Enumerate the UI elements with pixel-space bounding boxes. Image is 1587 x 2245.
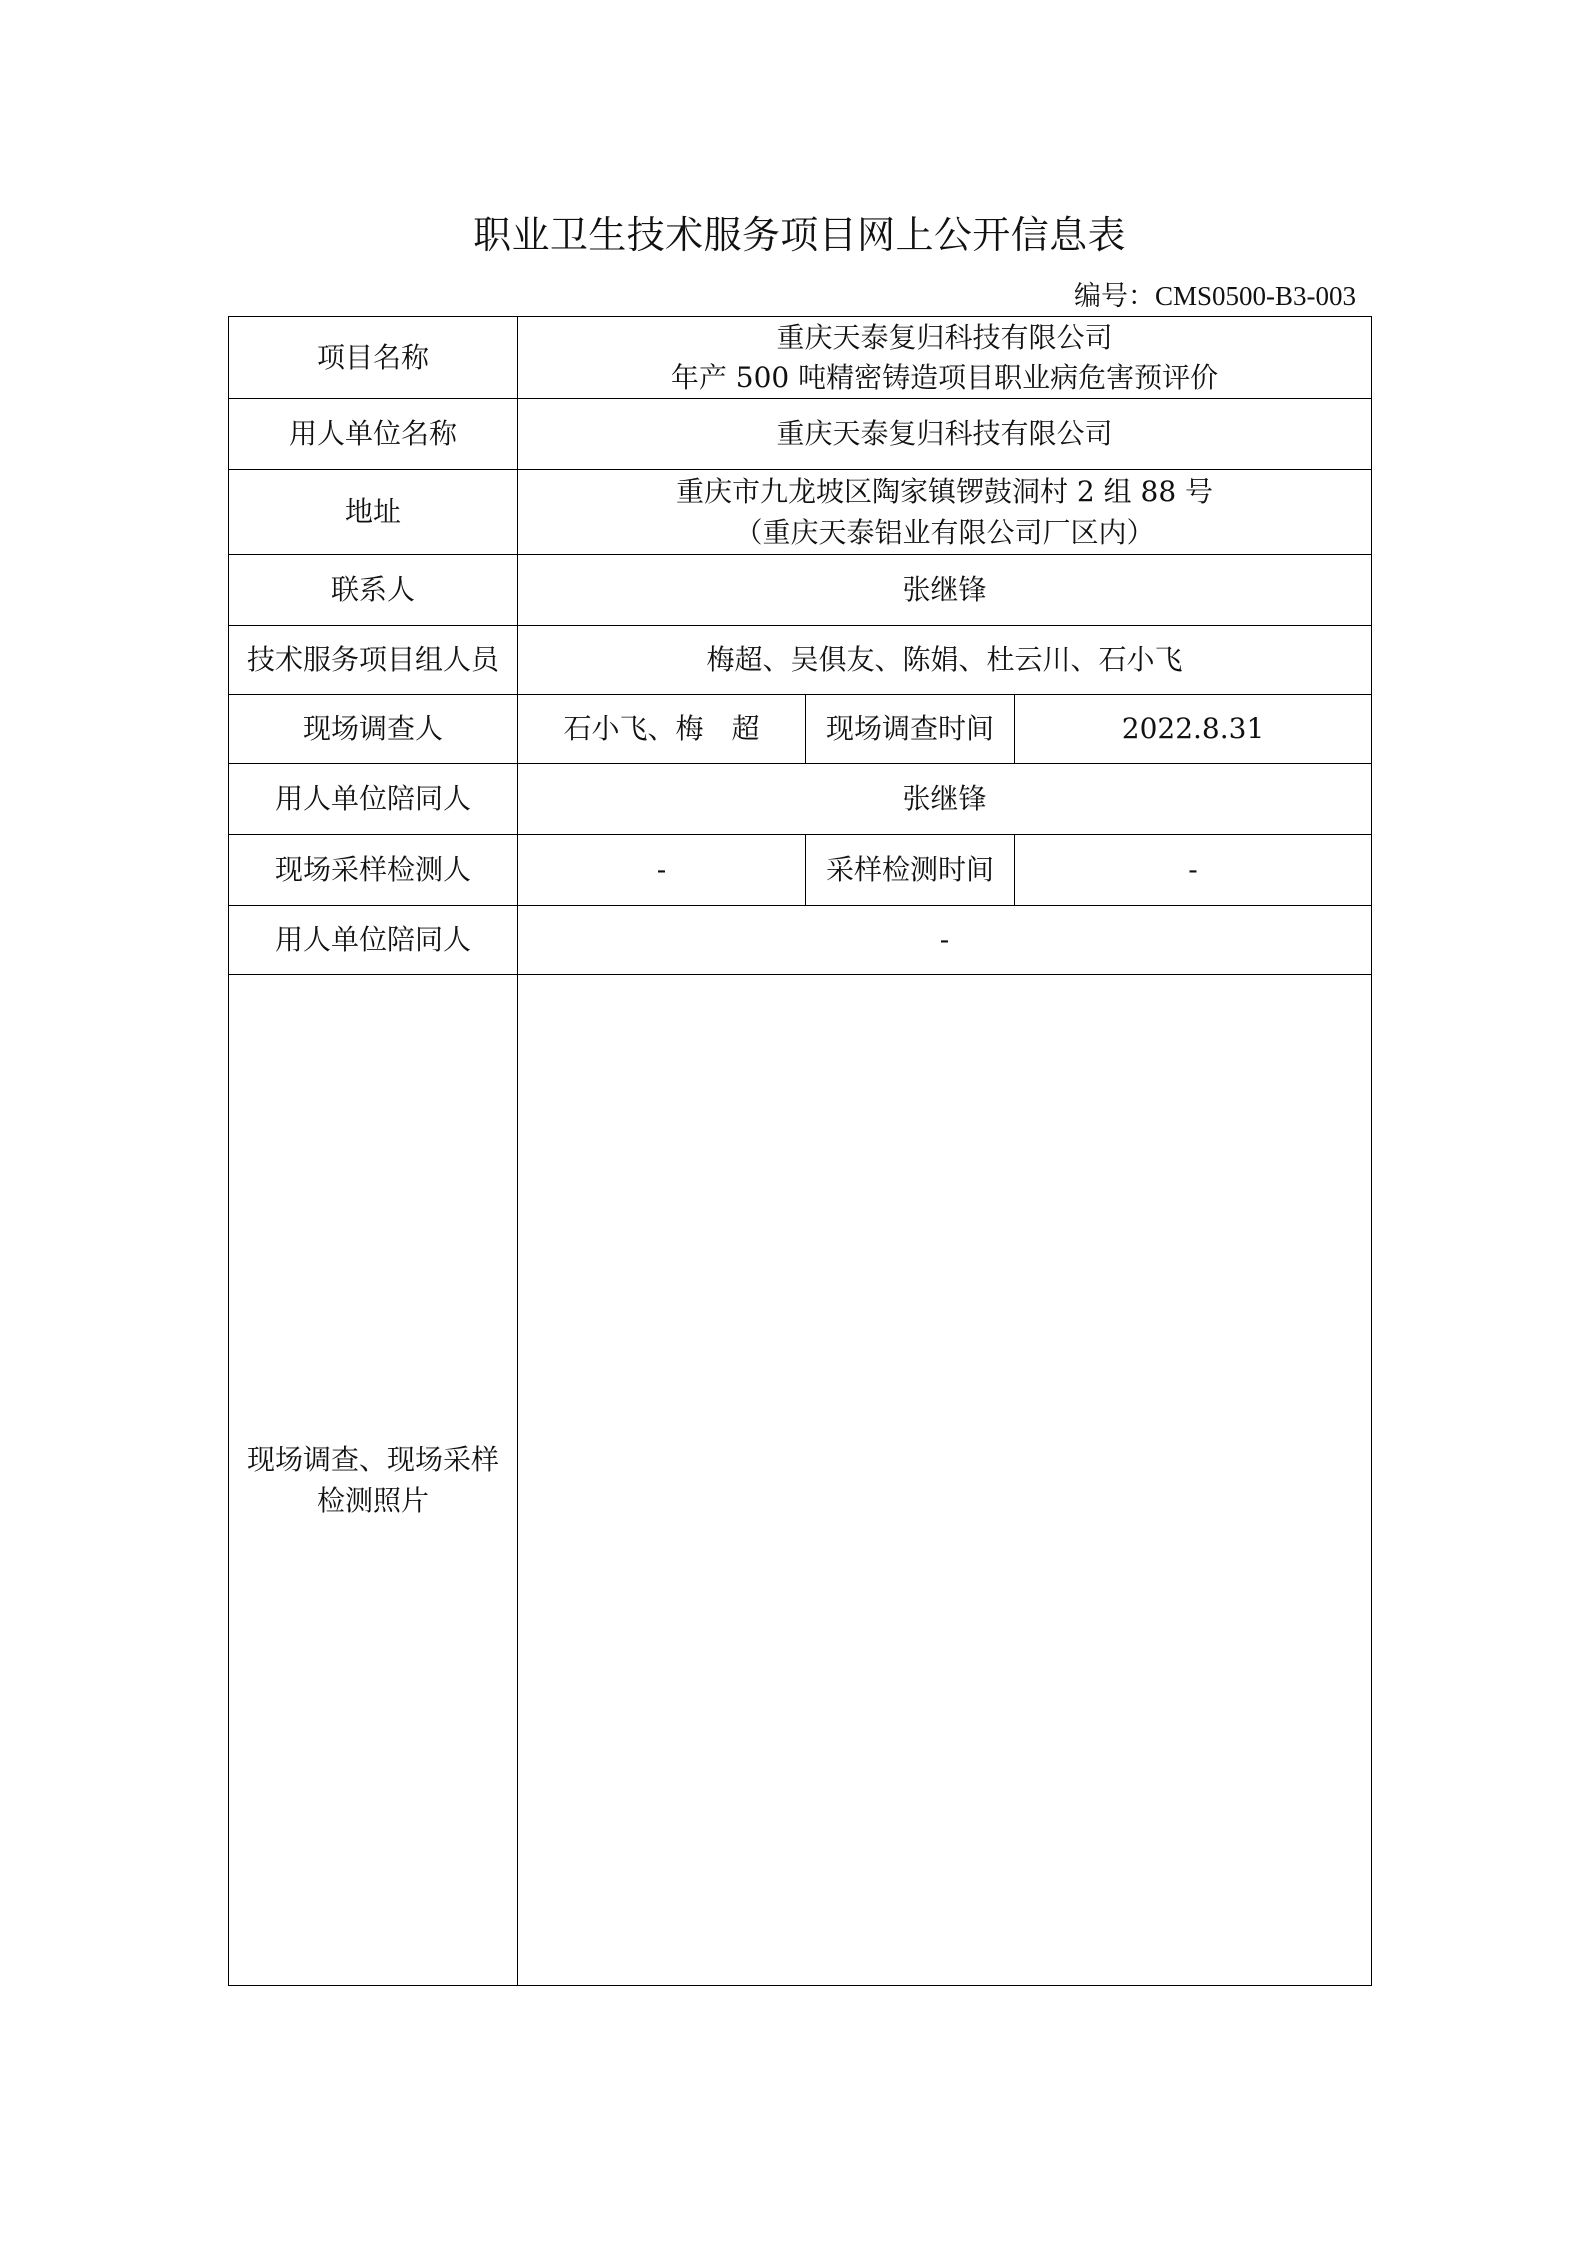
team-label: 技术服务项目组人员: [229, 626, 518, 695]
survey-label: 现场调查人: [229, 695, 518, 764]
address-value: [518, 470, 1372, 555]
info-table: [228, 316, 1372, 1986]
row-team: [229, 626, 1372, 695]
row-address: [229, 470, 1372, 555]
address-line1: 重庆市九龙坡区陶家镇锣鼓洞村 2 组 88 号: [675, 475, 1214, 508]
row-survey: [229, 695, 1372, 764]
survey-time-label: 现场调查时间: [806, 695, 1015, 764]
sampling-escort-value: -: [518, 906, 1372, 975]
project-name-value: [518, 317, 1372, 399]
photo-area: [518, 975, 1372, 1986]
sampling-time-label: 采样检测时间: [806, 835, 1015, 906]
employer-name-label: 用人单位名称: [229, 399, 518, 470]
survey-value: 石小飞、梅 超: [518, 695, 806, 764]
survey-escort-label: 用人单位陪同人: [229, 764, 518, 835]
row-sampling: [229, 835, 1372, 906]
photos-label: 现场调查、现场采样检测照片: [246, 1443, 499, 1517]
survey-time-value: 2022.8.31: [1015, 695, 1372, 764]
employer-name-value: 重庆天泰复归科技有限公司: [518, 399, 1372, 470]
row-contact: [229, 555, 1372, 626]
row-sampling-escort: [229, 906, 1372, 975]
contact-label: 联系人: [229, 555, 518, 626]
survey-escort-value: 张继锋: [518, 764, 1372, 835]
document-title: 职业卫生技术服务项目网上公开信息表: [473, 213, 1126, 257]
project-name-line2: 年产 500 吨精密铸造项目职业病危害预评价: [670, 360, 1219, 394]
project-name-label: 项目名称: [229, 317, 518, 399]
sampling-label: 现场采样检测人: [229, 835, 518, 906]
contact-value: 张继锋: [518, 555, 1372, 626]
sampling-escort-label: 用人单位陪同人: [229, 906, 518, 975]
project-name-line1: 重庆天泰复归科技有限公司: [776, 320, 1113, 354]
sampling-time-value: -: [1015, 835, 1372, 906]
team-value: 梅超、吴俱友、陈娟、杜云川、石小飞: [518, 626, 1372, 695]
address-label: 地址: [229, 470, 518, 555]
row-survey-escort: [229, 764, 1372, 835]
row-photos: [229, 975, 1372, 1986]
serial-number: 编号：CMS0500-B3-003: [1073, 281, 1356, 311]
row-employer-name: [229, 399, 1372, 470]
sampling-value: -: [518, 835, 806, 906]
address-line2: （重庆天泰铝业有限公司厂区内）: [734, 516, 1155, 549]
photos-label-cell: [229, 975, 518, 1986]
row-project-name: [229, 317, 1372, 399]
